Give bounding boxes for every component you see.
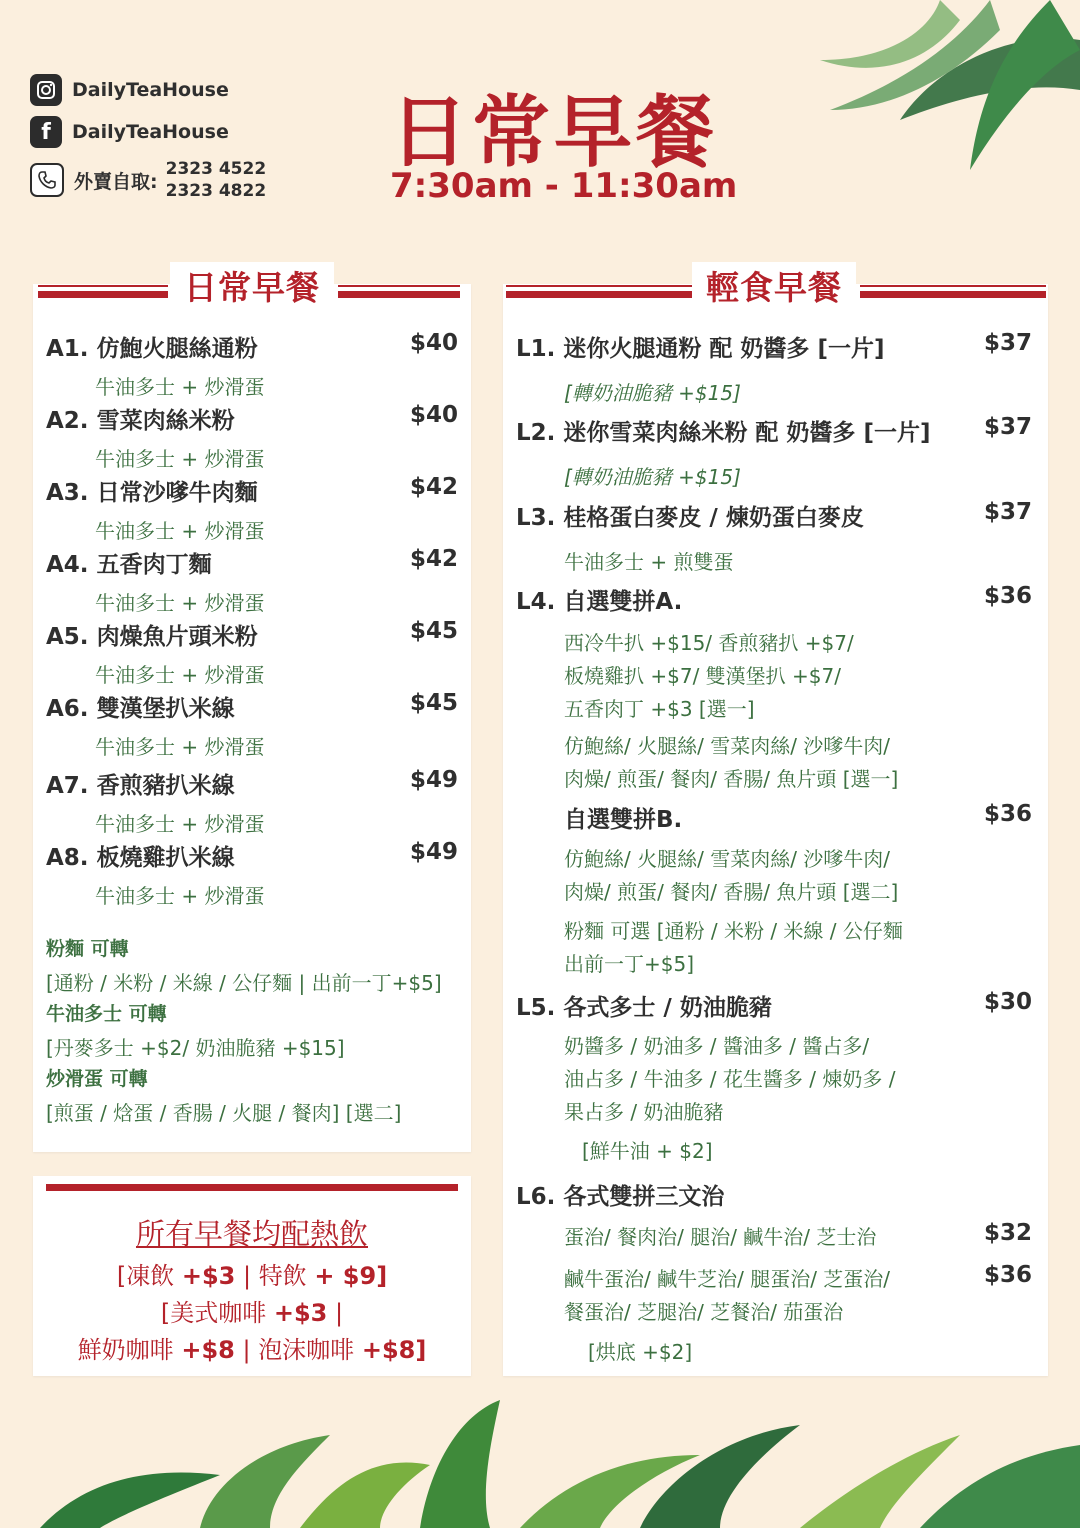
item-price-L6-single: $32 (984, 1220, 1033, 1246)
menu-item-L3[interactable] (516, 499, 864, 575)
note-egg (46, 1064, 401, 1126)
item-price-A5: $45 (410, 618, 459, 644)
facebook-icon: f (30, 116, 62, 148)
drink-price: + $9] (314, 1262, 388, 1290)
option-extra: [鮮牛油 + $2] (582, 1139, 713, 1163)
drinks-rule (46, 1184, 458, 1191)
light-breakfast-heading: 輕食早餐 (692, 262, 856, 309)
drink-text: 鮮奶咖啡 (77, 1336, 182, 1364)
item-code: L2. (516, 420, 556, 446)
L6-extra: [烘底 +$2] (588, 1340, 693, 1364)
item-price-A6: $45 (410, 690, 459, 716)
menu-item-L2[interactable] (516, 414, 930, 490)
menu-item-A2[interactable] (46, 402, 264, 472)
drink-text: | 泡沫咖啡 (234, 1336, 362, 1364)
item-price-L1: $37 (984, 330, 1033, 356)
item-name: 雙漢堡扒米線 (96, 696, 235, 722)
menu-item-A5[interactable] (46, 618, 264, 688)
item-price-L5: $30 (984, 989, 1033, 1015)
item-sub: 牛油多士 + 炒滑蛋 (95, 375, 265, 399)
item-price-L4: $36 (984, 583, 1033, 609)
note-body: [丹麥多士 +$2/ 奶油脆豬 +$15] (46, 1036, 345, 1060)
menu-item-L5[interactable] (516, 989, 772, 1022)
option-line: 出前一丁+$5] (564, 952, 695, 976)
item-price-A2: $40 (410, 402, 459, 428)
L4-options (564, 627, 898, 796)
item-name: 板燒雞扒米線 (96, 845, 235, 871)
item-code: L6. (516, 1184, 556, 1210)
menu-item-A4[interactable] (46, 546, 264, 616)
item-sub: 牛油多士 + 炒滑蛋 (95, 591, 265, 615)
heading-rule-left-a (38, 285, 168, 298)
item-sub: 牛油多士 + 炒滑蛋 (95, 447, 265, 471)
item-sub: 牛油多士 + 煎雙蛋 (564, 550, 734, 574)
option-line: 西冷牛扒 +$15/ 香煎豬扒 +$7/ (564, 631, 854, 655)
option-line: 粉麵 可選 [通粉 / 米粉 / 米線 / 公仔麵 (564, 919, 903, 943)
phone-number-1[interactable]: 2323 4522 (165, 159, 267, 179)
item-option: [轉奶油脆豬 +$15] (564, 381, 741, 405)
option-line: 油占多 / 牛油多 / 花生醬多 / 煉奶多 / (564, 1067, 896, 1091)
item-code: A3. (46, 480, 89, 506)
note-body: [通粉 / 米粉 / 米線 / 公仔麵 | 出前一丁+$5] (46, 971, 442, 995)
drink-text: [凍飲 (116, 1262, 182, 1290)
heading-rule-left-b (338, 285, 460, 298)
opening-hours: 7:30am - 11:30am (390, 166, 738, 206)
menu-item-A1[interactable] (46, 330, 264, 400)
heading-rule-right-b (860, 285, 1046, 298)
phone-number-2[interactable]: 2323 4822 (165, 181, 267, 201)
item-name: 香煎豬扒米線 (96, 773, 235, 799)
phone-label: 外賣自取: (74, 170, 158, 193)
item-name: 雪菜肉絲米粉 (96, 408, 235, 434)
heading-rule-right-a (506, 285, 692, 298)
item-price-A8: $49 (410, 839, 459, 865)
instagram-icon (30, 74, 62, 106)
L6-line-1: 蛋治/ 餐肉治/ 腿治/ 鹹牛治/ 芝士治 (564, 1225, 877, 1249)
item-sub: 牛油多士 + 炒滑蛋 (95, 735, 265, 759)
option-line: 仿鮑絲/ 火腿絲/ 雪菜肉絲/ 沙嗲牛肉/ (564, 734, 891, 758)
menu-item-L4[interactable] (516, 583, 682, 616)
item-name: 各式多士 / 奶油脆豬 (563, 995, 772, 1021)
item-price-A1: $40 (410, 330, 459, 356)
item-name: 日常沙嗲牛肉麵 (96, 480, 258, 506)
palm-leaves-bottom-decoration (0, 1395, 1080, 1528)
option-line: 肉燥/ 煎蛋/ 餐肉/ 香腸/ 魚片頭 [選一] (564, 767, 899, 791)
option-line: 奶醬多 / 奶油多 / 醬油多 / 醬占多/ (564, 1034, 870, 1058)
item-name: 五香肉丁麵 (96, 552, 212, 578)
item-name: 自選雙拼A. (563, 589, 683, 615)
item-name: 迷你雪菜肉絲米粉 配 奶醬多 [一片] (563, 420, 931, 446)
item-name: 桂格蛋白麥皮 / 煉奶蛋白麥皮 (563, 505, 864, 531)
option-line: 果占多 / 奶油脆豬 (564, 1100, 724, 1124)
phone-row (30, 158, 266, 202)
note-toast (46, 999, 345, 1061)
instagram-row[interactable] (30, 74, 266, 106)
note-title: 牛油多士 可轉 (46, 1003, 167, 1025)
L6-line-2 (564, 1263, 890, 1329)
drink-text: [美式咖啡 (160, 1299, 274, 1327)
item-name: 各式雙拼三文治 (563, 1184, 725, 1210)
drink-price: +$3 (181, 1262, 236, 1290)
drinks-title: 所有早餐均配熱飲 (135, 1217, 368, 1251)
item-price-A4: $42 (410, 546, 459, 572)
drinks-line-1 (33, 1256, 471, 1291)
item-code: A1. (46, 336, 89, 362)
item-sub: 牛油多士 + 炒滑蛋 (95, 519, 265, 543)
menu-item-A6[interactable] (46, 690, 264, 760)
item-code: A5. (46, 624, 89, 650)
note-body: [煎蛋 / 焓蛋 / 香腸 / 火腿 / 餐肉] [選二] (46, 1101, 402, 1125)
item-price-L6-double: $36 (984, 1262, 1033, 1288)
item-price-L4B: $36 (984, 801, 1033, 827)
item-code: A4. (46, 552, 89, 578)
item-name: 仿鮑火腿絲通粉 (96, 336, 258, 362)
palm-leaf-top-right-decoration (790, 0, 1080, 210)
item-code: L5. (516, 995, 556, 1021)
menu-item-L6[interactable] (516, 1178, 724, 1211)
option-line: 五香肉丁 +$3 [選一] (564, 697, 755, 721)
item-price-L2: $37 (984, 414, 1033, 440)
item-code: A8. (46, 845, 89, 871)
drink-price: +$8 (181, 1336, 235, 1364)
drink-price: +$8] (361, 1336, 427, 1364)
menu-item-A7[interactable] (46, 767, 264, 837)
phone-icon (30, 163, 64, 197)
item-name: 肉燥魚片頭米粉 (96, 624, 258, 650)
note-title: 粉麵 可轉 (46, 938, 129, 960)
daily-breakfast-heading: 日常早餐 (170, 262, 334, 309)
drinks-panel (33, 1176, 471, 1376)
drink-text: | 特飲 (235, 1262, 315, 1290)
option-line: 仿鮑絲/ 火腿絲/ 雪菜肉絲/ 沙嗲牛肉/ (564, 847, 891, 871)
option-line: 肉燥/ 煎蛋/ 餐肉/ 香腸/ 魚片頭 [選二] (564, 880, 899, 904)
drinks-line-3 (33, 1330, 471, 1365)
item-price-A7: $49 (410, 767, 459, 793)
item-sub: 牛油多士 + 炒滑蛋 (95, 812, 265, 836)
item-price-A3: $42 (410, 474, 459, 500)
option-line: 鹹牛蛋治/ 鹹牛芝治/ 腿蛋治/ 芝蛋治/ (564, 1267, 891, 1291)
item-sub: 牛油多士 + 炒滑蛋 (95, 663, 265, 687)
item-code: L3. (516, 505, 556, 531)
drinks-line-2 (33, 1293, 471, 1328)
note-noodle (46, 934, 442, 996)
menu-title: 日常早餐 (390, 88, 719, 178)
instagram-handle: DailyTeaHouse (72, 79, 229, 101)
menu-item-L4B[interactable]: 自選雙拼B. (564, 807, 683, 833)
item-sub: 牛油多士 + 炒滑蛋 (95, 884, 265, 908)
facebook-row[interactable] (30, 116, 266, 148)
note-title: 炒滑蛋 可轉 (46, 1068, 148, 1090)
drink-text: | (327, 1299, 344, 1327)
item-code: A6. (46, 696, 89, 722)
L5-options (564, 1030, 895, 1168)
facebook-handle: DailyTeaHouse (72, 121, 229, 143)
item-code: L1. (516, 336, 556, 362)
menu-item-A3[interactable] (46, 474, 264, 544)
option-line: 餐蛋治/ 芝腿治/ 芝餐治/ 茄蛋治 (564, 1300, 844, 1324)
item-code: L4. (516, 589, 556, 615)
item-name: 迷你火腿通粉 配 奶醬多 [一片] (563, 336, 885, 362)
item-option: [轉奶油脆豬 +$15] (564, 465, 741, 489)
item-code: A2. (46, 408, 89, 434)
item-price-L3: $37 (984, 499, 1033, 525)
menu-item-A8[interactable] (46, 839, 264, 909)
item-code: A7. (46, 773, 89, 799)
option-line: 板燒雞扒 +$7/ 雙漢堡扒 +$7/ (564, 664, 841, 688)
menu-item-L1[interactable] (516, 330, 884, 406)
drink-price: +$3 (273, 1299, 328, 1327)
L4B-options (564, 843, 903, 981)
contact-info (30, 74, 266, 212)
